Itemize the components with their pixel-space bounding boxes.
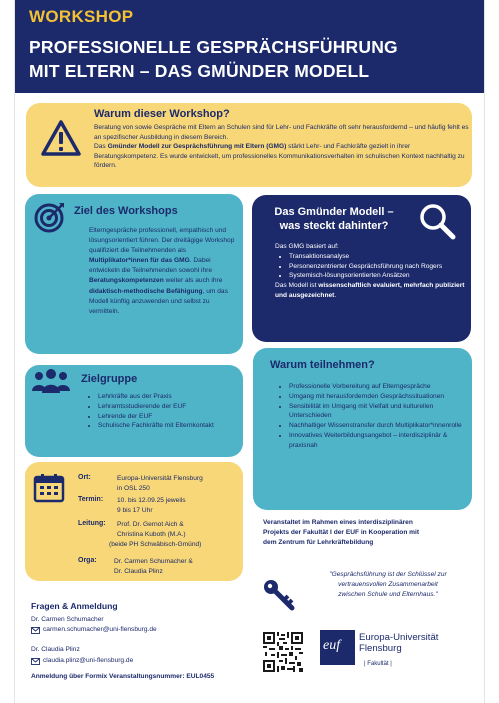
why-workshop-text <box>94 123 470 171</box>
text-bold: didaktisch-methodische Befähigung <box>89 287 203 295</box>
ort-label: Ort: <box>78 474 91 481</box>
gmg-outro <box>275 281 465 301</box>
list-item: • Systemisch-lösungsorientierten Ansätzen <box>289 271 465 281</box>
leitung-label: Leitung: <box>78 520 106 527</box>
text-span: . Dabei entwickeln die Teilnehmenden sowohl ihre <box>89 257 213 275</box>
target-icon <box>33 200 67 234</box>
quote-line-2: vertrauensvollen Zusammenarbeit <box>338 581 438 588</box>
contact-2-name: Dr. Claudia Plinz <box>31 646 80 653</box>
mail-icon <box>31 627 40 634</box>
organizer-line-2: Projekts der Fakultät I der EUF in Kooperation mit <box>263 529 420 536</box>
termin-label: Termin: <box>78 496 104 503</box>
why-attend-title: Warum teilnehmen? <box>270 359 375 371</box>
termin-line-2: 9 bis 17 Uhr <box>117 507 153 514</box>
text-span: . <box>334 291 337 299</box>
audience-title: Zielgruppe <box>81 373 138 385</box>
termin-value <box>117 496 186 516</box>
list-item: • Umgang mit herausfordernden Gesprächssituationen <box>289 392 465 402</box>
gmg-title-line-2: was steckt dahinter? <box>279 220 389 232</box>
text-bold: Multiplikator*innen für das GMG <box>89 257 190 265</box>
goal-title: Ziel des Workshops <box>74 205 178 217</box>
ort-line-1: Europa-Universität Flensburg <box>117 475 203 482</box>
calendar-icon <box>33 473 65 503</box>
gmg-list <box>275 252 465 281</box>
mail-icon <box>31 658 40 665</box>
university-name <box>359 632 438 654</box>
organizer-note <box>263 518 471 548</box>
orga-line-2: Dr. Claudia Plinz <box>114 568 163 575</box>
list-item: • Nachhaltiger Wissenstransfer durch Multiplikator*innenrolle <box>289 421 465 431</box>
ort-value <box>117 474 203 494</box>
why-attend-list <box>275 382 465 451</box>
list-item: • Professionelle Vorbereitung auf Elterngespräche <box>289 382 465 392</box>
leitung-line-2: Christina Kuboth (M.A.) <box>117 531 186 538</box>
text-span: weiter als auch ihre <box>163 277 223 285</box>
page-title <box>29 35 398 83</box>
termin-line-1: 10. bis 12.09.25 jeweils <box>117 497 186 504</box>
gmg-name-bold: Gmünder Modell zur Gesprächsführung mit Eltern (GMG) <box>107 143 287 151</box>
why-workshop-p2 <box>94 142 470 171</box>
warning-icon <box>41 120 81 156</box>
group-icon <box>31 369 71 395</box>
list-item: • Lehramtsstudierende der EUF <box>98 402 238 412</box>
leitung-note: (beide PH Schwäbisch-Gmünd) <box>109 541 202 548</box>
leitung-line-1: Prof. Dr. Gernot Aich & <box>117 521 184 528</box>
registration-note: Anmeldung über Formix Veranstaltungsnummer: EUL0455 <box>31 673 215 680</box>
orga-line-1: Dr. Carmen Schumacher & <box>114 558 193 565</box>
title-line-2: MIT ELTERN – DAS GMÜNDER MODELL <box>29 61 370 81</box>
gmg-title <box>259 205 409 233</box>
qr-code[interactable] <box>263 632 303 672</box>
magnifier-icon <box>418 202 456 240</box>
title-line-1: PROFESSIONELLE GESPRÄCHSFÜHRUNG <box>29 37 398 57</box>
leitung-value <box>117 520 186 540</box>
contact-1-email-link[interactable]: carmen.schumacher@uni-flensburg.de <box>43 626 157 633</box>
gmg-text <box>275 242 465 301</box>
contact-title: Fragen & Anmeldung <box>31 601 118 611</box>
audience-list <box>88 392 238 431</box>
university-name-line-1: Europa-Universität <box>359 632 439 643</box>
text-span: Elterngespräche professionell, empathisch und lösungsorientiert führen. Der dreitägige Workshop qualifiziert die Teilnehmenden als <box>89 227 235 255</box>
list-item: • Lehrkräfte aus der Praxis <box>98 392 238 402</box>
text-span: Das Modell ist <box>275 282 319 290</box>
faculty-label: | Fakultät | <box>364 661 392 667</box>
gmg-intro: Das GMG basiert auf: <box>275 243 339 250</box>
organizer-line-3: dem Zentrum für Lehrkräftebildung <box>263 539 374 546</box>
gmg-title-line-1: Das Gmünder Modell – <box>274 206 394 218</box>
list-item: • Transaktionsanalyse <box>289 252 465 262</box>
text-span: Das <box>94 143 108 151</box>
header-kicker: WORKSHOP <box>29 7 134 26</box>
audience-ul <box>88 392 238 431</box>
ort-line-2: in OSL 250 <box>117 485 150 492</box>
euf-logo-text: euf <box>323 638 341 653</box>
organizer-line-1: Veranstaltet im Rahmen eines interdisziplinären <box>263 519 413 526</box>
list-item: • Innovatives Weiterbildungsangebot – interdisziplinär & praxisnah <box>289 431 465 451</box>
list-item: • Lehrende der EUF <box>98 412 238 422</box>
text-span: , um das Modell künftig anzuwenden und selbst zu vermitteln. <box>89 287 228 315</box>
contact-1-name: Dr. Carmen Schumacher <box>31 616 104 623</box>
goal-text <box>89 226 239 317</box>
list-item: • Personenzentrierter Gesprächsführung nach Rogers <box>289 262 465 272</box>
why-workshop-title: Warum dieser Workshop? <box>94 108 230 120</box>
text-bold: wissenschaftlich evaluiert, mehrfach publiziert und ausgezeichnet <box>275 282 465 299</box>
quote-line-3: zwischen Schule und Elternhaus." <box>338 591 438 598</box>
list-item: • Sensibilität im Umgang mit Vielfalt und kulturellen Unterschieden <box>289 402 465 422</box>
contact-2-email-link[interactable]: claudia.plinz@uni-flensburg.de <box>43 657 134 664</box>
orga-label: Orga: <box>78 557 97 564</box>
key-icon <box>262 578 298 612</box>
orga-value <box>114 557 193 577</box>
quote-line-1: "Gesprächsführung ist der Schlüssel zur <box>329 571 447 578</box>
university-name-line-2: Flensburg <box>359 643 402 654</box>
why-attend-ul <box>275 382 465 451</box>
list-item: • Schulische Fachkräfte mit Elternkontakt <box>98 421 238 431</box>
text-bold: Beratungskompetenzen <box>89 277 164 285</box>
quote <box>308 570 468 600</box>
text-span: stärkt Lehr- und Fachkräfte gezielt in ihrer Beratungskompetenz. Es wurde entwickelt, um professionelles Kommunikationsverhalten im schulischen Kontext nachhaltig zu fördern. <box>94 143 465 170</box>
why-workshop-p1: Beratung von sowie Gespräche mit Eltern an Schulen sind für Lehr- und Fachkräfte oft sehr herausfordernd – und häufig fehlt es an spezifischer Ausbildung in diesem Bereich. <box>94 124 469 141</box>
